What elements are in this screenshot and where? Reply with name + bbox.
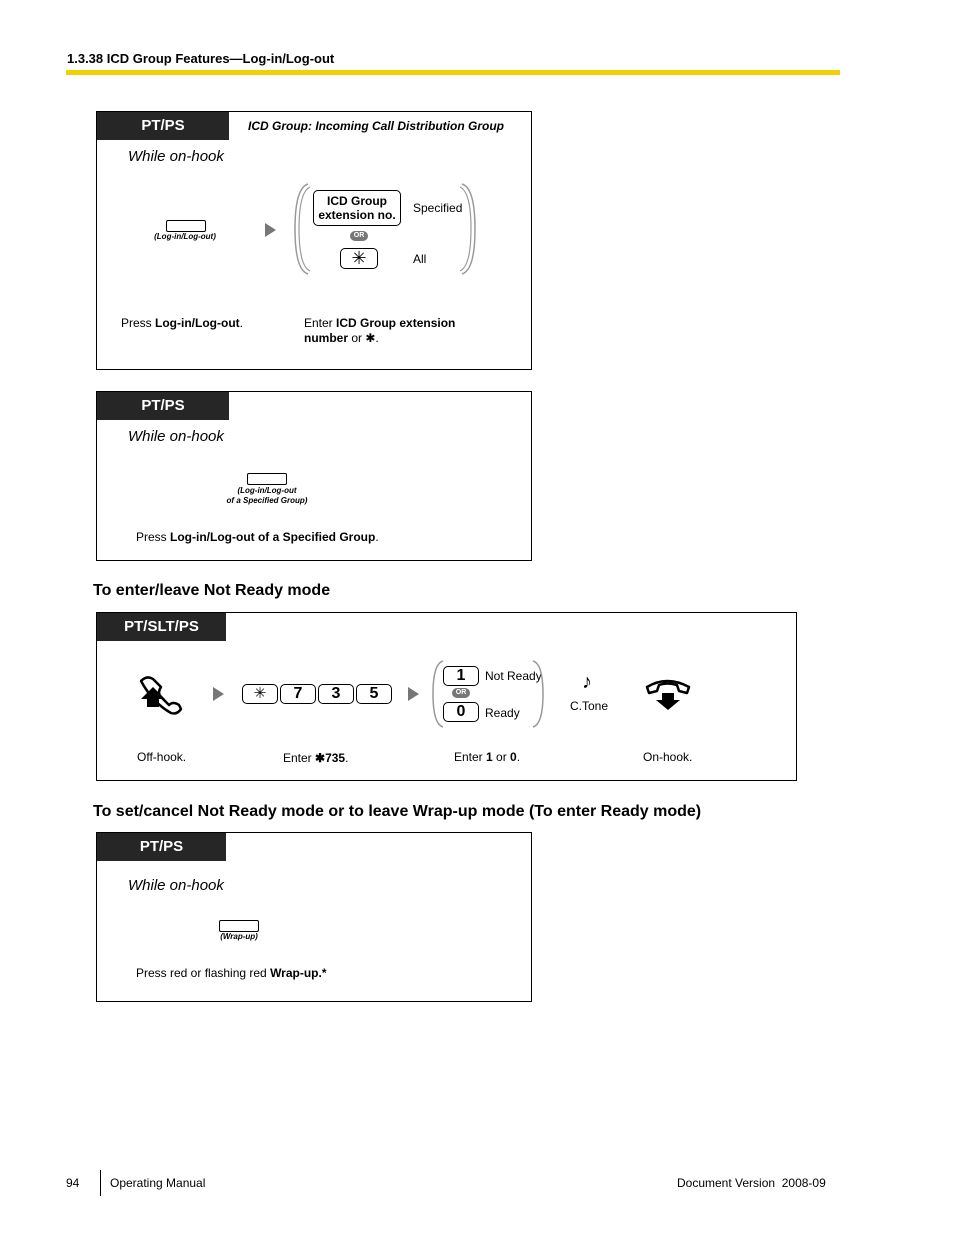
digit-key-3[interactable]: 3 <box>318 684 354 704</box>
icd-group-extension-key[interactable] <box>313 190 401 226</box>
terminal-tag: PT/PS <box>97 833 226 861</box>
on-hook-icon <box>643 677 693 711</box>
left-brace <box>293 183 311 275</box>
heading-not-ready: To enter/leave Not Ready mode <box>93 582 331 599</box>
confirmation-tone-icon: ♪ <box>582 671 592 693</box>
terminal-tag: PT/SLT/PS <box>97 613 226 641</box>
digit-key-7[interactable]: 7 <box>280 684 316 704</box>
procedure-box-specified-group <box>96 391 532 561</box>
step-press-wrap-up: Press red or flashing red Wrap-up.* <box>136 966 327 980</box>
option-ready: Ready <box>485 706 520 720</box>
procedure-box-login-logout <box>96 111 532 370</box>
login-logout-specified-group-key[interactable] <box>247 473 287 485</box>
or-badge: OR <box>452 688 470 698</box>
step-press-login-logout: Press Log-in/Log-out. <box>121 316 243 330</box>
option-not-ready: Not Ready <box>485 669 542 683</box>
icd-key-line1: ICD Group <box>327 194 387 208</box>
header-rule <box>66 70 840 75</box>
manual-name: Operating Manual <box>110 1176 206 1190</box>
document-version: Document Version 2008-09 <box>677 1176 826 1190</box>
arrow-right-icon <box>265 223 277 237</box>
icd-note: ICD Group: Incoming Call Distribution Group <box>248 119 504 133</box>
step-enter-icd-number: Enter ICD Group extension number or ✱. <box>304 316 456 345</box>
right-brace <box>459 183 477 275</box>
wrap-up-key-label: (Wrap-up) <box>220 932 258 941</box>
step-enter-1-or-0: Enter 1 or 0. <box>454 750 521 764</box>
terminal-tag: PT/PS <box>97 392 229 420</box>
condition-label: While on-hook <box>128 877 224 894</box>
step-on-hook: On-hook. <box>643 750 693 764</box>
star-key-icon[interactable]: ✳ <box>242 684 278 704</box>
digit-key-1[interactable]: 1 <box>443 666 479 686</box>
star-icon: ✱ <box>365 331 376 345</box>
page-number: 94 <box>66 1176 80 1190</box>
step-enter-735: Enter ✱735. <box>283 751 349 765</box>
option-all: All <box>413 252 427 266</box>
star-key-icon[interactable]: ✳ <box>340 248 378 269</box>
heading-wrap-up: To set/cancel Not Ready mode or to leave Wrap-up mode (To enter Ready mode) <box>93 803 702 820</box>
footer-divider <box>100 1170 101 1196</box>
section-title: 1.3.38 ICD Group Features—Log-in/Log-out <box>67 51 335 66</box>
right-brace <box>531 660 545 728</box>
procedure-box-wrap-up <box>96 832 532 1002</box>
step-press-specified-group: Press Log-in/Log-out of a Specified Group. <box>136 530 379 544</box>
login-logout-key[interactable] <box>166 220 206 232</box>
login-logout-key-label: (Log-in/Log-out) <box>154 232 216 241</box>
star-icon: ✱ <box>315 751 326 765</box>
icd-key-line2: extension no. <box>318 208 396 222</box>
wrap-up-key[interactable] <box>219 920 259 932</box>
arrow-right-icon <box>408 687 420 701</box>
specified-group-key-label: (Log-in/Log-out of a Specified Group) <box>226 486 308 505</box>
option-specified: Specified <box>413 201 463 215</box>
condition-label: While on-hook <box>128 428 224 445</box>
ctone-label: C.Tone <box>570 699 609 713</box>
digit-key-5[interactable]: 5 <box>356 684 392 704</box>
arrow-right-icon <box>213 687 225 701</box>
step-off-hook: Off-hook. <box>137 750 187 764</box>
or-badge: OR <box>350 231 368 241</box>
condition-label: While on-hook <box>128 148 224 165</box>
terminal-tag: PT/PS <box>97 112 229 140</box>
off-hook-icon <box>135 673 185 717</box>
procedure-box-not-ready <box>96 612 797 781</box>
digit-key-0[interactable]: 0 <box>443 702 479 722</box>
